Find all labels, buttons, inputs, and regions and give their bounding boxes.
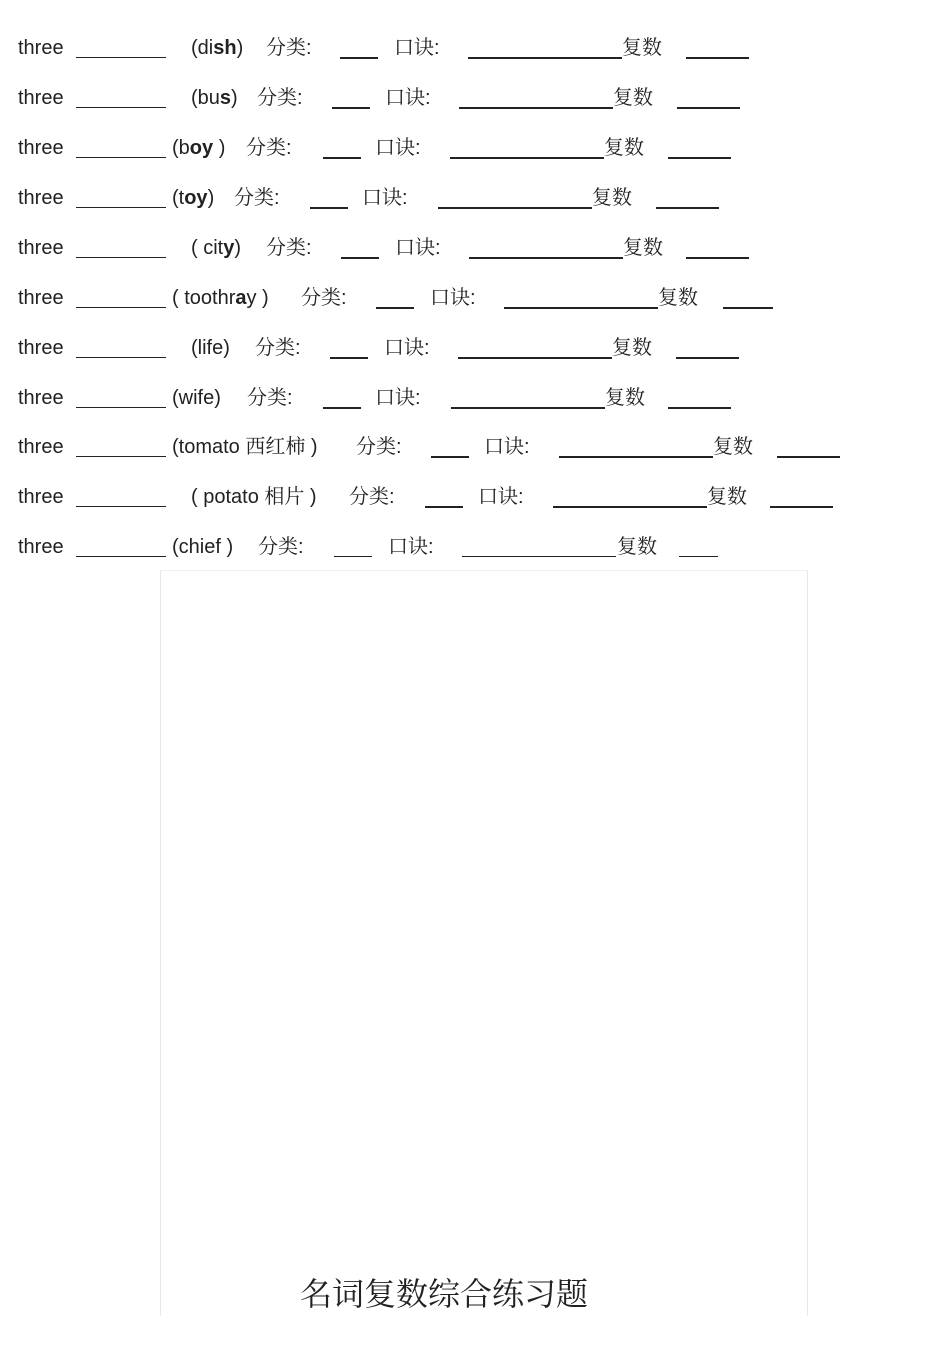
answer-blank[interactable]: [76, 57, 166, 58]
word-hint: (dish): [191, 37, 244, 59]
category-label: 分类:: [356, 436, 402, 458]
rule-label: 口诀:: [388, 536, 434, 558]
rule-blank[interactable]: [504, 307, 658, 309]
plural-label: 复数: [617, 536, 657, 558]
rule-label: 口诀:: [430, 287, 476, 309]
category-label: 分类:: [266, 37, 312, 59]
plural-label: 复数: [605, 387, 645, 409]
plural-label: 复数: [707, 486, 747, 508]
row-prefix: three: [18, 337, 64, 359]
word-hint: ( city): [191, 237, 242, 259]
rule-blank[interactable]: [451, 407, 605, 409]
answer-blank[interactable]: [76, 257, 166, 258]
category-blank[interactable]: [334, 556, 372, 557]
plural-blank[interactable]: [679, 556, 718, 557]
plural-label: 复数: [622, 37, 662, 59]
rule-label: 口诀:: [395, 237, 441, 259]
plural-label: 复数: [713, 436, 753, 458]
category-blank[interactable]: [310, 207, 348, 209]
plural-blank[interactable]: [686, 57, 749, 59]
rule-blank[interactable]: [468, 57, 622, 59]
rule-label: 口诀:: [385, 87, 431, 109]
word-hint: (life): [191, 337, 230, 359]
row-prefix: three: [18, 536, 64, 558]
category-blank[interactable]: [323, 407, 361, 409]
rule-label: 口诀:: [478, 486, 524, 508]
category-blank[interactable]: [341, 257, 379, 259]
row-prefix: three: [18, 237, 64, 259]
answer-blank[interactable]: [76, 207, 166, 208]
rule-blank[interactable]: [462, 556, 616, 557]
plural-blank[interactable]: [676, 357, 739, 359]
category-label: 分类:: [246, 137, 292, 159]
row-prefix: three: [18, 486, 64, 508]
rule-blank[interactable]: [469, 257, 623, 259]
category-label: 分类:: [255, 337, 301, 359]
plural-label: 复数: [604, 137, 644, 159]
word-hint: (tomato 西红柿 ): [172, 436, 318, 458]
category-label: 分类:: [247, 387, 293, 409]
plural-blank[interactable]: [686, 257, 749, 259]
rule-blank[interactable]: [450, 157, 604, 159]
category-label: 分类:: [266, 237, 312, 259]
row-prefix: three: [18, 137, 64, 159]
rule-label: 口诀:: [384, 337, 430, 359]
word-hint: (wife): [172, 387, 221, 409]
page-panel: [160, 570, 808, 1316]
word-hint: (bus): [191, 87, 238, 109]
category-label: 分类:: [349, 486, 395, 508]
category-blank[interactable]: [332, 107, 370, 109]
row-prefix: three: [18, 187, 64, 209]
row-prefix: three: [18, 37, 64, 59]
plural-blank[interactable]: [770, 506, 833, 508]
word-hint: (toy): [172, 187, 215, 209]
row-prefix: three: [18, 287, 64, 309]
word-hint: ( toothray ): [172, 287, 269, 309]
plural-blank[interactable]: [656, 207, 719, 209]
answer-blank[interactable]: [76, 307, 166, 308]
category-label: 分类:: [258, 536, 304, 558]
plural-blank[interactable]: [677, 107, 740, 109]
category-label: 分类:: [257, 87, 303, 109]
category-label: 分类:: [234, 187, 280, 209]
rule-blank[interactable]: [559, 456, 713, 458]
category-blank[interactable]: [425, 506, 463, 508]
category-label: 分类:: [301, 287, 347, 309]
plural-blank[interactable]: [668, 157, 731, 159]
answer-blank[interactable]: [76, 556, 166, 557]
row-prefix: three: [18, 436, 64, 458]
plural-label: 复数: [592, 187, 632, 209]
rule-blank[interactable]: [553, 506, 707, 508]
rule-label: 口诀:: [375, 137, 421, 159]
answer-blank[interactable]: [76, 506, 166, 507]
plural-label: 复数: [613, 87, 653, 109]
category-blank[interactable]: [376, 307, 414, 309]
category-blank[interactable]: [330, 357, 368, 359]
category-blank[interactable]: [340, 57, 378, 59]
plural-label: 复数: [623, 237, 663, 259]
rule-label: 口诀:: [394, 37, 440, 59]
row-prefix: three: [18, 87, 64, 109]
rule-label: 口诀:: [375, 387, 421, 409]
category-blank[interactable]: [431, 456, 469, 458]
answer-blank[interactable]: [76, 107, 166, 108]
plural-label: 复数: [658, 287, 698, 309]
plural-blank[interactable]: [777, 456, 840, 458]
rule-label: 口诀:: [362, 187, 408, 209]
row-prefix: three: [18, 387, 64, 409]
rule-blank[interactable]: [459, 107, 613, 109]
answer-blank[interactable]: [76, 407, 166, 408]
answer-blank[interactable]: [76, 357, 166, 358]
rule-blank[interactable]: [438, 207, 592, 209]
word-hint: (chief ): [172, 536, 234, 558]
answer-blank[interactable]: [76, 157, 166, 158]
plural-blank[interactable]: [668, 407, 731, 409]
plural-label: 复数: [612, 337, 652, 359]
category-blank[interactable]: [323, 157, 361, 159]
word-hint: (boy ): [172, 137, 226, 159]
word-hint: ( potato 相片 ): [191, 486, 317, 508]
rule-label: 口诀:: [484, 436, 530, 458]
page-title: 名词复数综合练习题: [300, 1275, 589, 1313]
answer-blank[interactable]: [76, 456, 166, 457]
rule-blank[interactable]: [458, 357, 612, 359]
plural-blank[interactable]: [723, 307, 773, 309]
